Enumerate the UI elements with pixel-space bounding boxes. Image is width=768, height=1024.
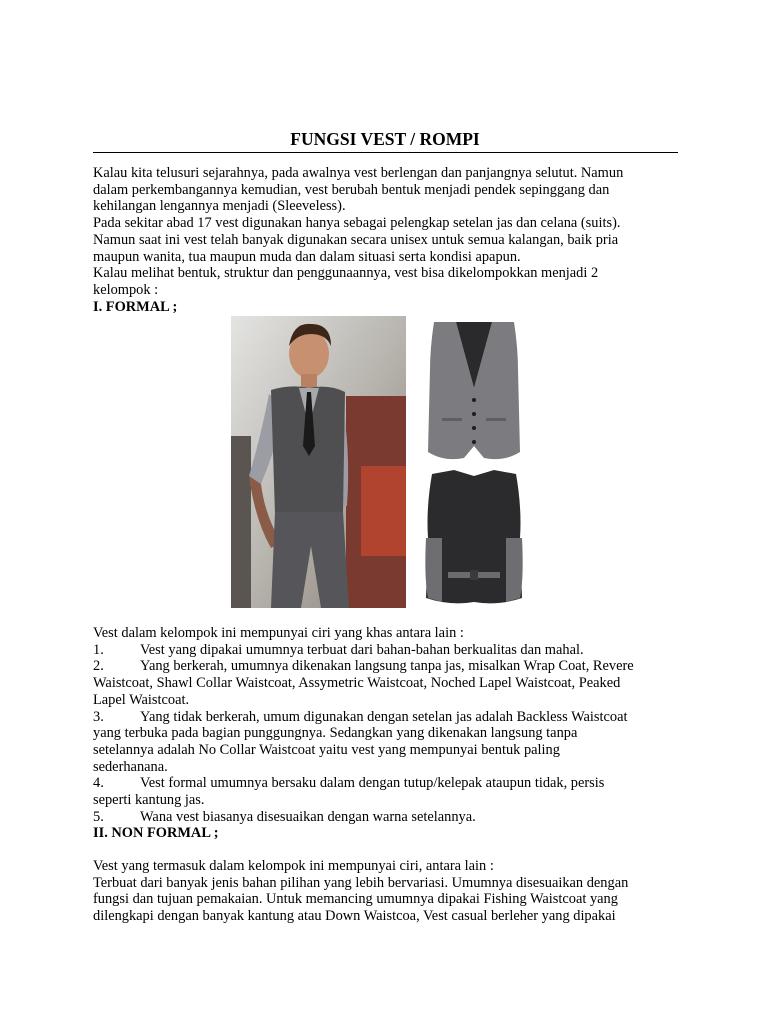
section-heading-nonformal: II. NON FORMAL ; [93, 825, 219, 842]
intro-line: Kalau melihat bentuk, struktur dan penggunaannya, vest bisa dikelompokkan menjadi 2 [93, 265, 599, 282]
list-item: 3. Yang tidak berkerah, umum digunakan dengan setelan jas adalah Backless Waistcoat [93, 708, 628, 725]
list-item: 5. Wana vest biasanya disesuaikan dengan warna setelannya. [93, 808, 476, 825]
man-in-vest-photo [231, 316, 406, 608]
list-item-continuation: Waistcoat, Shawl Collar Waistcoat, Assymetric Waistcoat, Noched Lapel Waistcoat, Peaked [93, 675, 621, 692]
nonformal-line: dilengkapi dengan banyak kantung atau Down Waistcoa, Vest casual berleher yang dipakai [93, 908, 616, 925]
intro-line: Pada sekitar abad 17 vest digunakan hanya sebagai pelengkap setelan jas dan celana (suits). [93, 215, 621, 232]
title-underline [93, 152, 678, 153]
intro-line: maupun wanita, tua maupun muda dan dalam situasi serta kondisi apapun. [93, 248, 521, 265]
list-item-continuation: setelannya adalah No Collar Waistcoat yaitu vest yang mempunyai bentuk paling [93, 741, 560, 758]
intro-line: Kalau kita telusuri sejarahnya, pada awalnya vest berlengan dan panjangnya selutut. Namun [93, 165, 624, 181]
list-item-continuation: sederhanana. [93, 758, 168, 775]
nonformal-block [93, 858, 683, 925]
list-item: 4. Vest formal umumnya bersaku dalam dengan tutup/kelepak ataupun tidak, persis [93, 775, 605, 792]
nonformal-line: fungsi dan tujuan pemakaian. Untuk memancing umumnya dipakai Fishing Waistcoat yang [93, 891, 618, 908]
formal-list-block [93, 625, 683, 842]
vest-front-photo [418, 318, 530, 464]
list-item-continuation: yang terbuka pada bagian punggungnya. Sedangkan yang dikenakan langsung tanpa [93, 725, 578, 742]
section-heading-formal: I. FORMAL ; [93, 298, 178, 315]
formal-intro: Vest dalam kelompok ini mempunyai ciri yang khas antara lain : [93, 625, 464, 641]
intro-block [93, 165, 683, 315]
nonformal-line: Terbuat dari banyak jenis bahan pilihan yang lebih bervariasi. Umumnya disesuaikan dengan [93, 874, 629, 891]
list-item: 2. Yang berkerah, umumnya dikenakan langsung tanpa jas, misalkan Wrap Coat, Revere [93, 658, 634, 675]
intro-line: Namun saat ini vest telah banyak digunakan secara unisex untuk semua kalangan, baik pria [93, 231, 619, 248]
intro-line: kehilangan lengannya menjadi (Sleeveless). [93, 198, 346, 215]
nonformal-line: Vest yang termasuk dalam kelompok ini mempunyai ciri, antara lain : [93, 858, 494, 874]
list-item-continuation: seperti kantung jas. [93, 792, 205, 809]
list-item: 1. Vest yang dipakai umumnya terbuat dari bahan-bahan berkualitas dan mahal. [93, 641, 584, 658]
intro-line: dalam perkembangannya kemudian, vest berubah bentuk menjadi pendek sepinggang dan [93, 181, 610, 198]
intro-line: kelompok : [93, 281, 159, 298]
list-item-continuation: Lapel Waistcoat. [93, 691, 190, 708]
document-title: FUNGSI VEST / ROMPI [290, 129, 480, 149]
vest-back-photo [418, 468, 530, 610]
